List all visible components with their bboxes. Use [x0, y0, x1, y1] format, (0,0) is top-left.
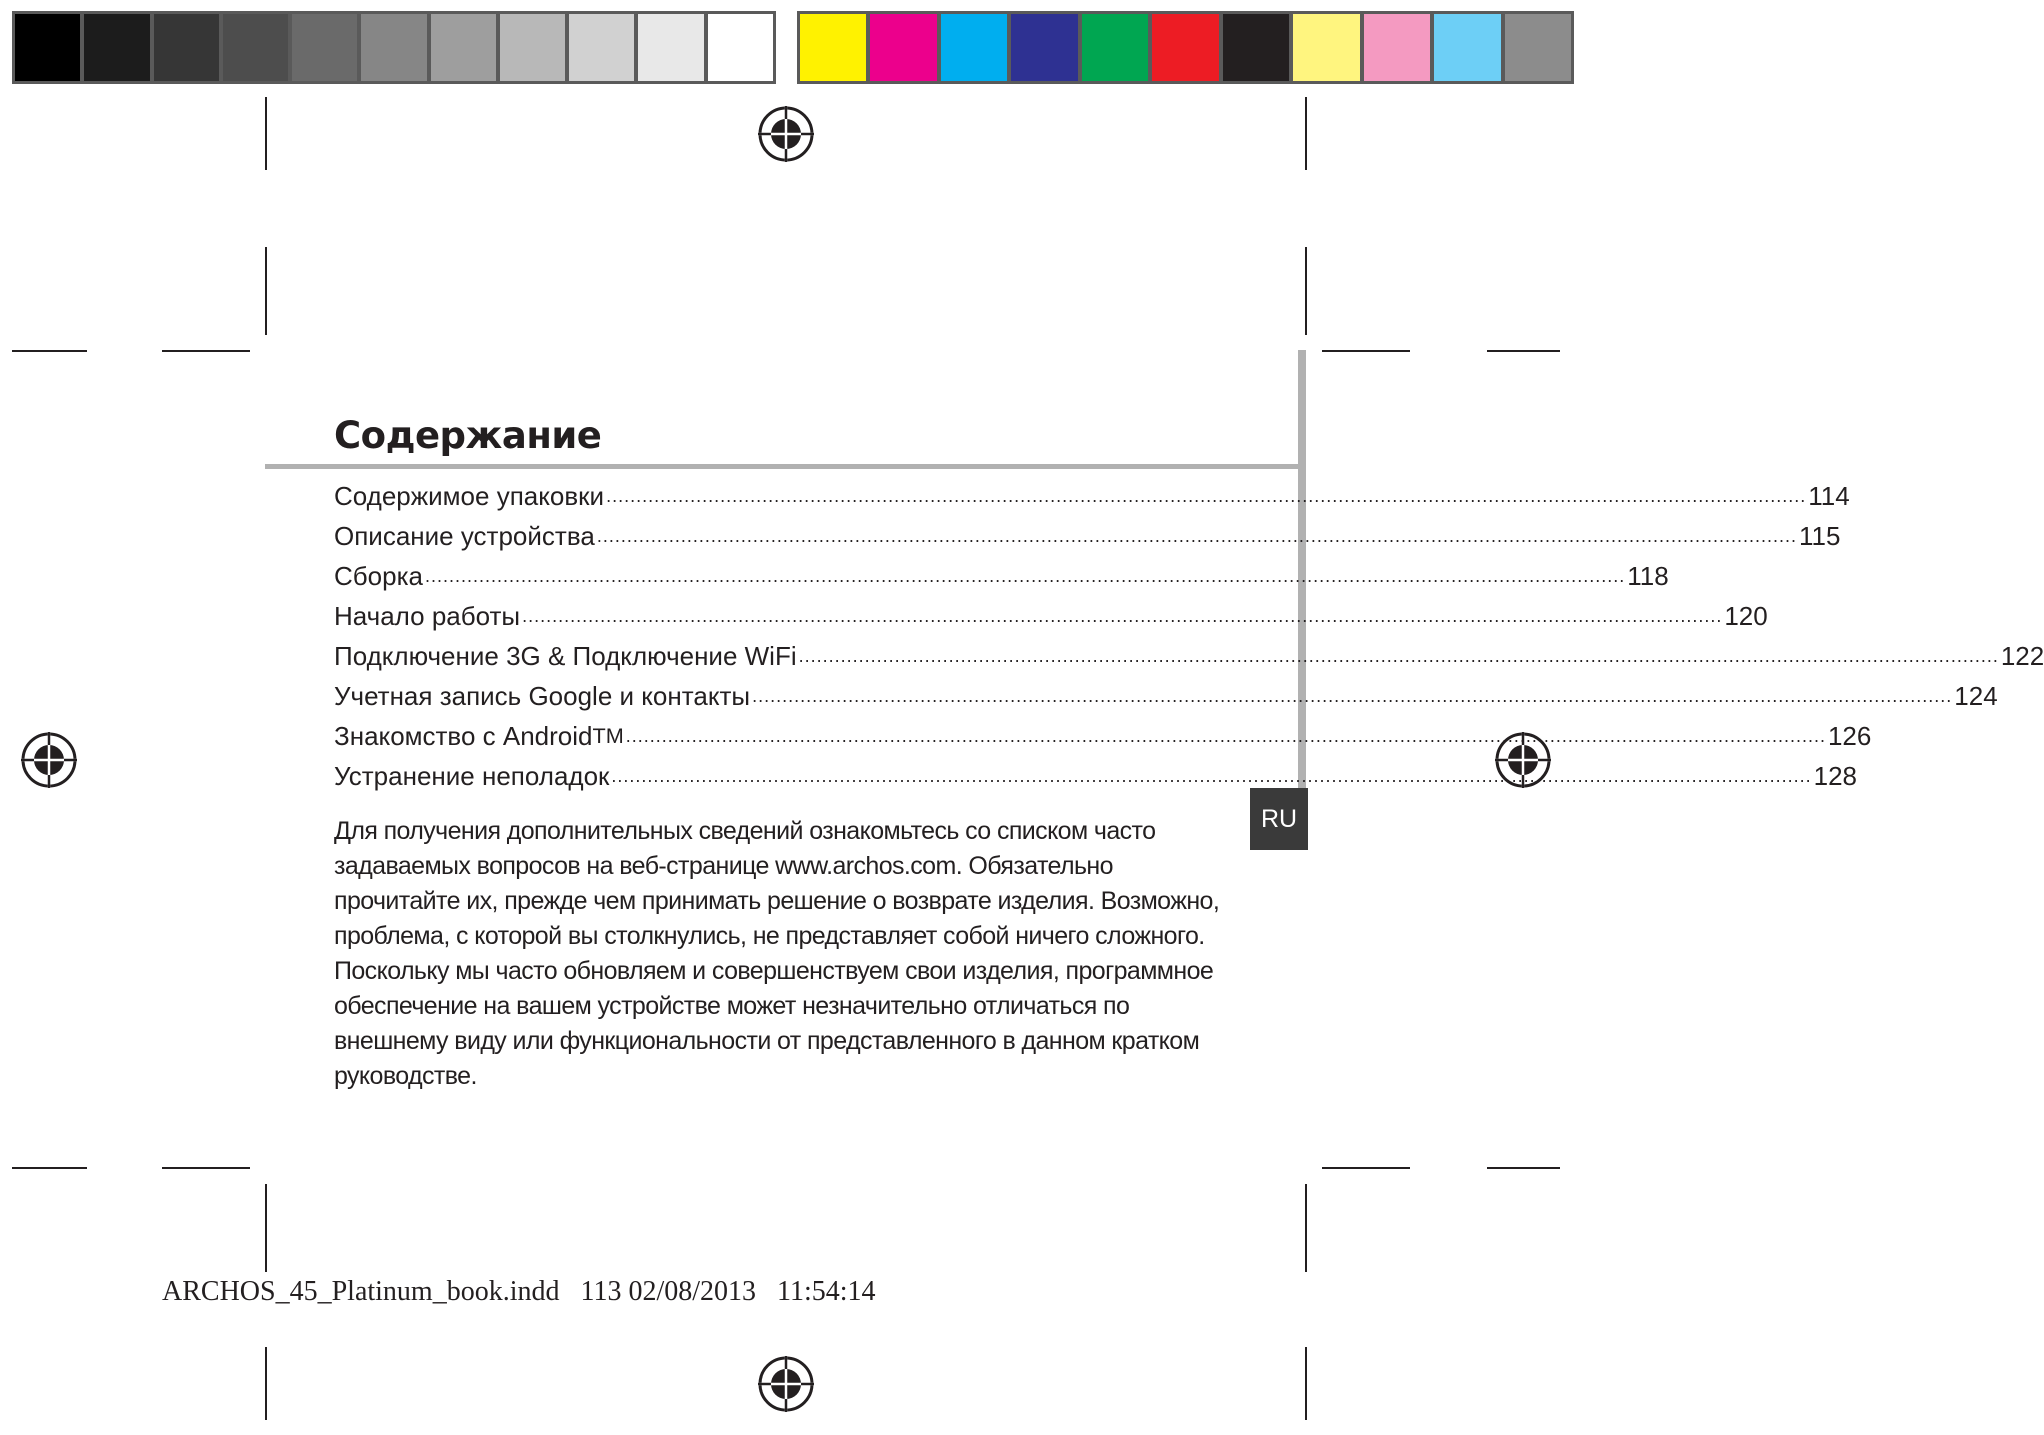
toc-entry-superscript: TM: [592, 723, 624, 748]
title-divider: [265, 464, 1302, 469]
color-swatch: [1152, 14, 1218, 81]
page-title: Содержание: [334, 414, 602, 457]
toc-entry-label: Знакомство с Android: [334, 720, 593, 751]
crop-mark: [265, 247, 267, 335]
toc-entry-page: 120: [1724, 600, 1768, 631]
toc-entry-label: Начало работы: [334, 600, 521, 631]
crop-mark: [1487, 350, 1560, 352]
toc-leader-dots: ........................................................................................................................................................................................................: [798, 646, 1999, 666]
crop-mark: [1305, 247, 1307, 335]
color-swatch: [292, 14, 357, 81]
color-swatch: [1011, 14, 1077, 81]
toc-entry-label: Подключение 3G & Подключение WiFi: [334, 640, 797, 671]
toc-entry: [334, 756, 1858, 796]
color-swatch: [1505, 14, 1571, 81]
color-swatch: [870, 14, 936, 81]
toc-entry: [334, 516, 1841, 556]
toc-list: [334, 476, 2044, 796]
toc-leader-dots: ........................................................................................................................................................................................................: [606, 486, 1807, 506]
color-swatch: [941, 14, 1007, 81]
slug-time: 11:54:14: [777, 1276, 876, 1307]
registration-mark-icon: [756, 1354, 816, 1414]
color-swatch: [154, 14, 219, 81]
crop-mark: [1305, 1184, 1307, 1272]
color-swatch: [1082, 14, 1148, 81]
toc-entry: [334, 716, 1872, 756]
slug-file: ARCHOS_45_Platinum_book.indd: [162, 1276, 560, 1307]
toc-entry-page: 118: [1627, 560, 1669, 591]
toc-entry-page: 115: [1799, 520, 1841, 551]
crop-mark: [265, 1184, 267, 1272]
crop-mark: [1305, 1347, 1307, 1420]
toc-leader-dots: ........................................................................................................................................................................................................: [425, 566, 1626, 586]
toc-leader-dots: ........................................................................................................................................................................................................: [752, 686, 1953, 706]
toc-entry: [334, 556, 1669, 596]
toc-entry-label: Описание устройства: [334, 520, 595, 551]
color-swatch: [15, 14, 80, 81]
color-swatch: [431, 14, 496, 81]
registration-mark-icon: [19, 730, 79, 790]
color-swatch: [361, 14, 426, 81]
color-swatch: [84, 14, 149, 81]
language-tab: RU: [1250, 788, 1308, 850]
crop-mark: [162, 350, 250, 352]
color-swatch: [708, 14, 773, 81]
toc-entry-page: 122: [2000, 640, 2044, 671]
color-swatch: [569, 14, 634, 81]
crop-mark: [12, 350, 87, 352]
toc-leader-dots: ........................................................................................................................................................................................................: [522, 606, 1723, 626]
toc-entry-page: 128: [1813, 760, 1858, 791]
toc-entry-label: Учетная запись Google и контакты: [334, 680, 751, 711]
toc-entry-page: 124: [1954, 680, 1998, 711]
color-swatch: [1293, 14, 1359, 81]
crop-mark: [1322, 1167, 1410, 1169]
process-color-bar: [797, 11, 1574, 84]
crop-mark: [265, 1347, 267, 1420]
color-swatch: [1434, 14, 1500, 81]
crop-mark: [1322, 350, 1410, 352]
toc-entry-page: 114: [1808, 480, 1850, 511]
crop-mark: [162, 1167, 250, 1169]
toc-entry: [334, 596, 1768, 636]
registration-mark-icon: [756, 104, 816, 164]
toc-leader-dots: ........................................................................................................................................................................................................: [625, 726, 1826, 746]
toc-entry-page: 126: [1827, 720, 1872, 751]
note-paragraph: Для получения дополнительных сведений ознакомьтесь со списком часто задаваемых вопросов на веб-странице www.archos.com. Обязательно прочитайте их, прежде чем принимать решение о возврате изделия. Возможно, проблема, с которой вы столкнулись, не представляет собой ничего сложного. Поскольку мы часто обновляем и совершенствуем свои изделия, программное обеспечение на вашем устройстве может незначительно отличаться по внешнему виду или функциональности от представленного в данном кратком руководстве.: [334, 817, 1220, 1090]
toc-leader-dots: ........................................................................................................................................................................................................: [611, 766, 1812, 786]
toc-entry: [334, 476, 1850, 516]
crop-mark: [1305, 97, 1307, 170]
crop-mark: [12, 1167, 87, 1169]
slug-page: 113: [580, 1276, 622, 1307]
color-swatch: [800, 14, 866, 81]
color-swatch: [1364, 14, 1430, 81]
toc-leader-dots: ........................................................................................................................................................................................................: [596, 526, 1798, 546]
grayscale-color-bar: [12, 11, 776, 84]
color-swatch: [500, 14, 565, 81]
crop-mark: [1487, 1167, 1560, 1169]
toc-entry: [334, 676, 1998, 716]
toc-entry-label: Устранение неполадок: [334, 760, 610, 791]
color-swatch: [1223, 14, 1289, 81]
slug-date: 02/08/2013: [628, 1276, 757, 1307]
crop-mark: [265, 97, 267, 170]
toc-entry: [334, 636, 2044, 676]
color-swatch: [638, 14, 703, 81]
toc-entry-label: Содержимое упаковки: [334, 480, 605, 511]
toc-entry-label: Сборка: [334, 560, 423, 591]
print-slug: [162, 1276, 876, 1308]
color-swatch: [223, 14, 288, 81]
